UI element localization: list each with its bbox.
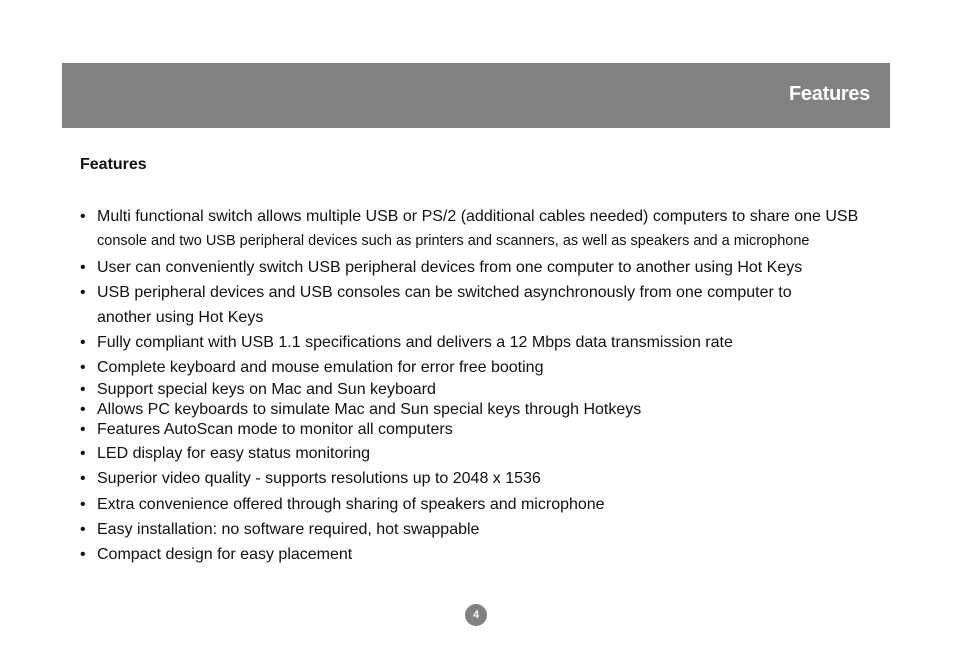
bullet-icon: • (80, 421, 86, 438)
feature-item (80, 492, 920, 517)
feature-text: Superior video quality - supports resolutions up to 2048 x 1536 (97, 470, 541, 487)
bullet-icon: • (80, 496, 86, 513)
bullet-icon: • (80, 208, 86, 225)
bullet-icon: • (80, 284, 86, 301)
header-title: Features (789, 83, 870, 105)
feature-item (80, 280, 920, 330)
feature-text: Multi functional switch allows multiple USB or PS/2 (additional cables needed) computers to share one USB (97, 208, 859, 225)
feature-text-continuation: another using Hot Keys (97, 309, 264, 326)
bullet-icon: • (80, 401, 86, 418)
feature-item (80, 204, 920, 254)
feature-text: Extra convenience offered through sharing of speakers and microphone (97, 496, 605, 513)
bullet-icon: • (80, 470, 86, 487)
feature-item (80, 417, 920, 442)
feature-text: Fully compliant with USB 1.1 specifications and delivers a 12 Mbps data transmission rate (97, 334, 733, 351)
bullet-icon: • (80, 381, 86, 398)
feature-text: LED display for easy status monitoring (97, 445, 371, 462)
bullet-icon: • (80, 259, 86, 276)
bullet-icon: • (80, 445, 86, 462)
feature-text: Compact design for easy placement (97, 546, 353, 563)
bullet-icon: • (80, 546, 86, 563)
section-heading: Features (80, 156, 147, 173)
feature-item (80, 330, 920, 355)
feature-item (80, 466, 920, 491)
feature-text: USB peripheral devices and USB consoles can be switched asynchronously from one computer to (97, 284, 792, 301)
bullet-icon: • (80, 334, 86, 351)
feature-text: Support special keys on Mac and Sun keyboard (97, 381, 436, 398)
feature-item (80, 441, 920, 466)
page-number-badge: 4 (465, 604, 487, 626)
feature-text: Easy installation: no software required, hot swappable (97, 521, 480, 538)
feature-text: User can conveniently switch USB peripheral devices from one computer to another using Hot Keys (97, 259, 803, 276)
feature-text: Features AutoScan mode to monitor all computers (97, 421, 453, 438)
bullet-icon: • (80, 359, 86, 376)
feature-item (80, 517, 920, 542)
feature-text-continuation: console and two USB peripheral devices such as printers and scanners, as well as speakers and a microphone (97, 233, 810, 249)
feature-text: Allows PC keyboards to simulate Mac and Sun special keys through Hotkeys (97, 401, 642, 418)
feature-item (80, 542, 920, 567)
bullet-icon: • (80, 521, 86, 538)
feature-item (80, 255, 920, 280)
feature-text: Complete keyboard and mouse emulation for error free booting (97, 359, 544, 376)
header-bar (62, 63, 890, 128)
